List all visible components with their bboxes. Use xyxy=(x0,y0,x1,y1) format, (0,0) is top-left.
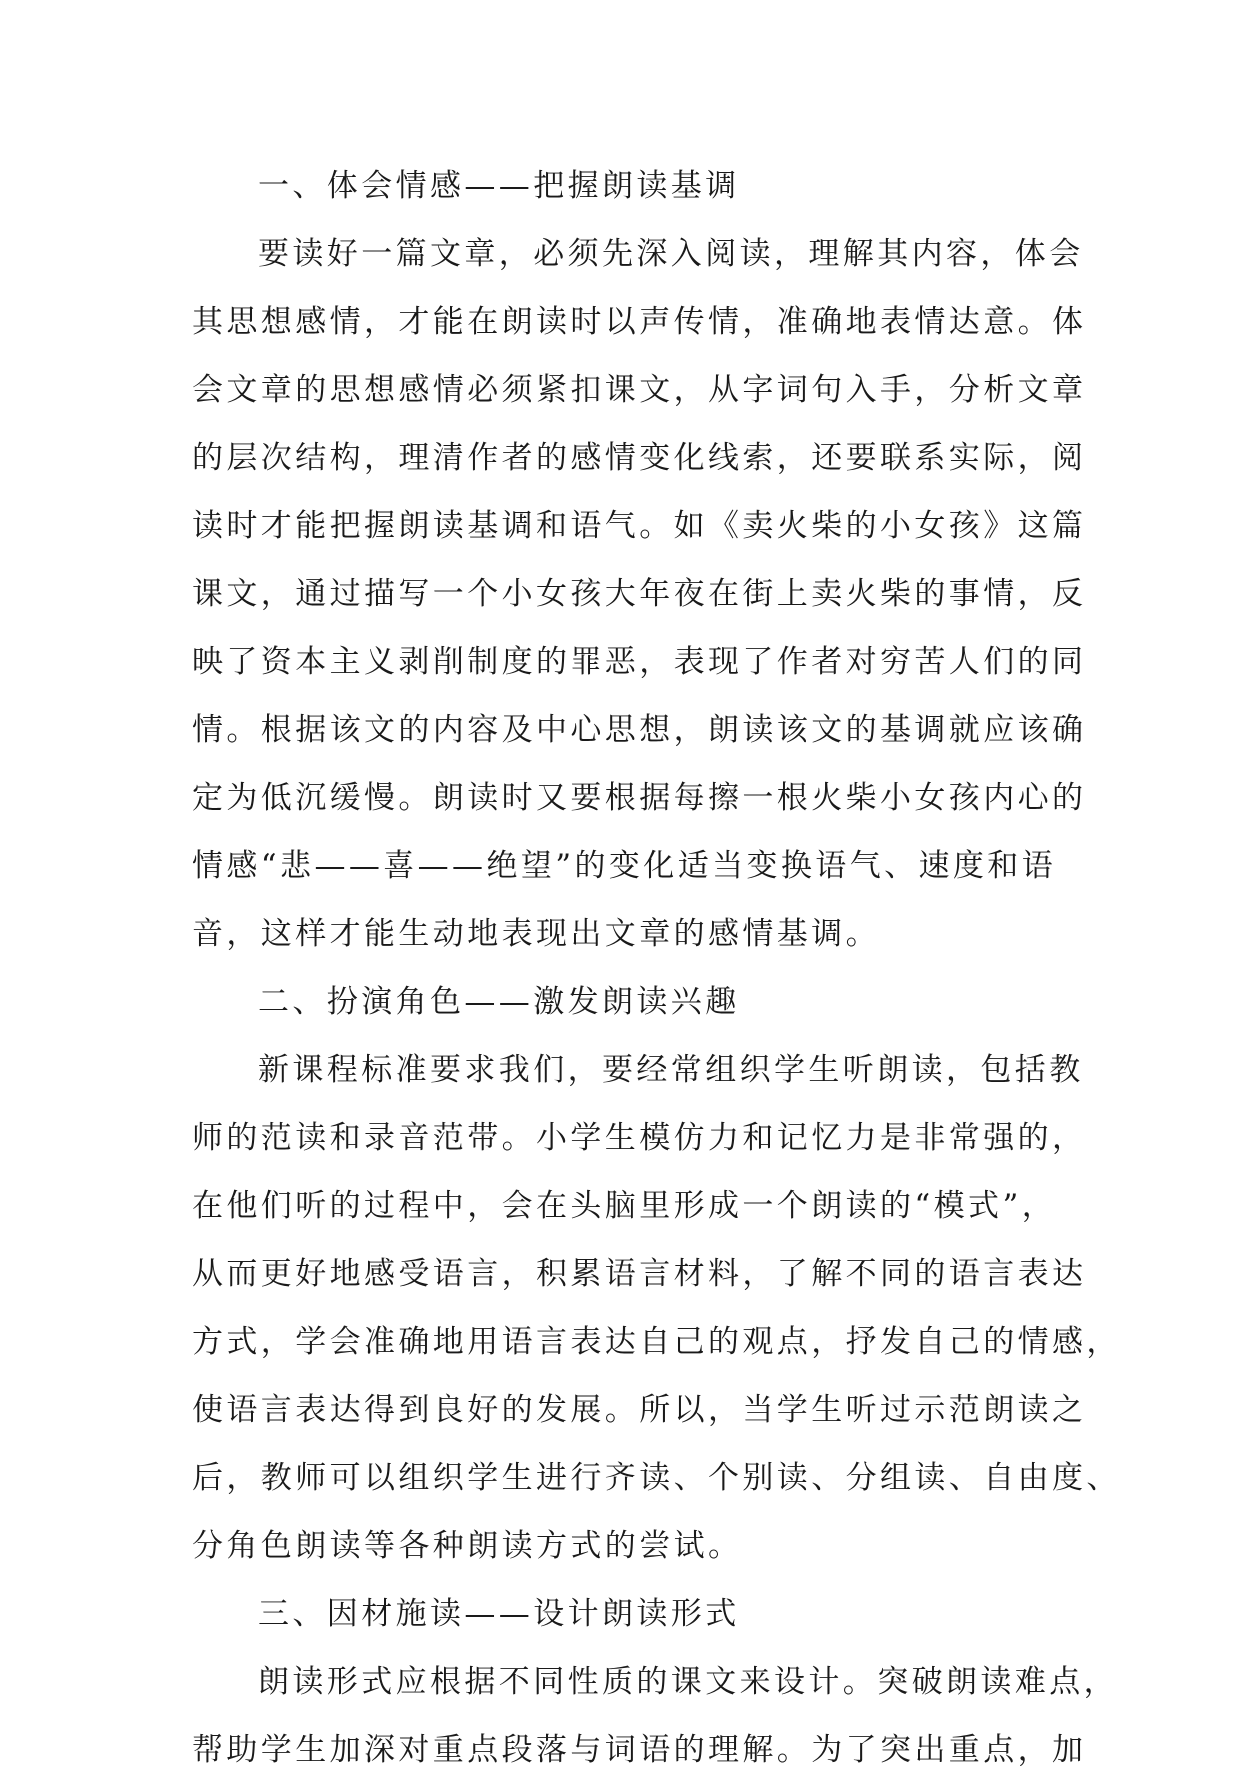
paragraph-line: 要读好一篇文章，必须先深入阅读，理解其内容，体会 xyxy=(258,236,1084,272)
paragraph-line: 情。根据该文的内容及中心思想，朗读该文的基调就应该确 xyxy=(192,712,1087,748)
paragraph-line: 后，教师可以组织学生进行齐读、个别读、分组读、自由度、 xyxy=(192,1460,1121,1496)
paragraph-line: 方式，学会准确地用语言表达自己的观点，抒发自己的情感， xyxy=(192,1324,1121,1360)
paragraph-line: 从而更好地感受语言，积累语言材料，了解不同的语言表达 xyxy=(192,1256,1087,1292)
section-heading-2: 二、扮演角色——激发朗读兴趣 xyxy=(258,984,740,1020)
paragraph-line: 情感“悲——喜——绝望”的变化适当变换语气、速度和语 xyxy=(192,848,1057,884)
section-heading-1: 一、体会情感——把握朗读基调 xyxy=(258,168,740,204)
paragraph-line: 音，这样才能生动地表现出文章的感情基调。 xyxy=(192,916,880,952)
paragraph-line: 朗读形式应根据不同性质的课文来设计。突破朗读难点， xyxy=(258,1664,1118,1700)
paragraph-line: 定为低沉缓慢。朗读时又要根据每擦一根火柴小女孩内心的 xyxy=(192,780,1087,816)
section-heading-3: 三、因材施读——设计朗读形式 xyxy=(258,1596,740,1632)
paragraph-line: 使语言表达得到良好的发展。所以，当学生听过示范朗读之 xyxy=(192,1392,1087,1428)
document-body xyxy=(192,152,1121,1784)
paragraph-line: 师的范读和录音范带。小学生模仿力和记忆力是非常强的， xyxy=(192,1120,1087,1156)
paragraph-line: 映了资本主义剥削制度的罪恶，表现了作者对穷苦人们的同 xyxy=(192,644,1087,680)
paragraph-line: 新课程标准要求我们，要经常组织学生听朗读，包括教 xyxy=(258,1052,1084,1088)
paragraph-line: 会文章的思想感情必须紧扣课文，从字词句入手，分析文章 xyxy=(192,372,1087,408)
paragraph-line: 分角色朗读等各种朗读方式的尝试。 xyxy=(192,1528,743,1564)
paragraph-line: 帮助学生加深对重点段落与词语的理解。为了突出重点，加 xyxy=(192,1732,1087,1768)
paragraph-line: 读时才能把握朗读基调和语气。如《卖火柴的小女孩》这篇 xyxy=(192,508,1087,544)
paragraph-line: 课文，通过描写一个小女孩大年夜在街上卖火柴的事情，反 xyxy=(192,576,1087,612)
paragraph-line: 的层次结构，理清作者的感情变化线索，还要联系实际，阅 xyxy=(192,440,1087,476)
paragraph-line: 在他们听的过程中，会在头脑里形成一个朗读的“模式”， xyxy=(192,1188,1057,1224)
paragraph-line: 其思想感情，才能在朗读时以声传情，准确地表情达意。体 xyxy=(192,304,1087,340)
